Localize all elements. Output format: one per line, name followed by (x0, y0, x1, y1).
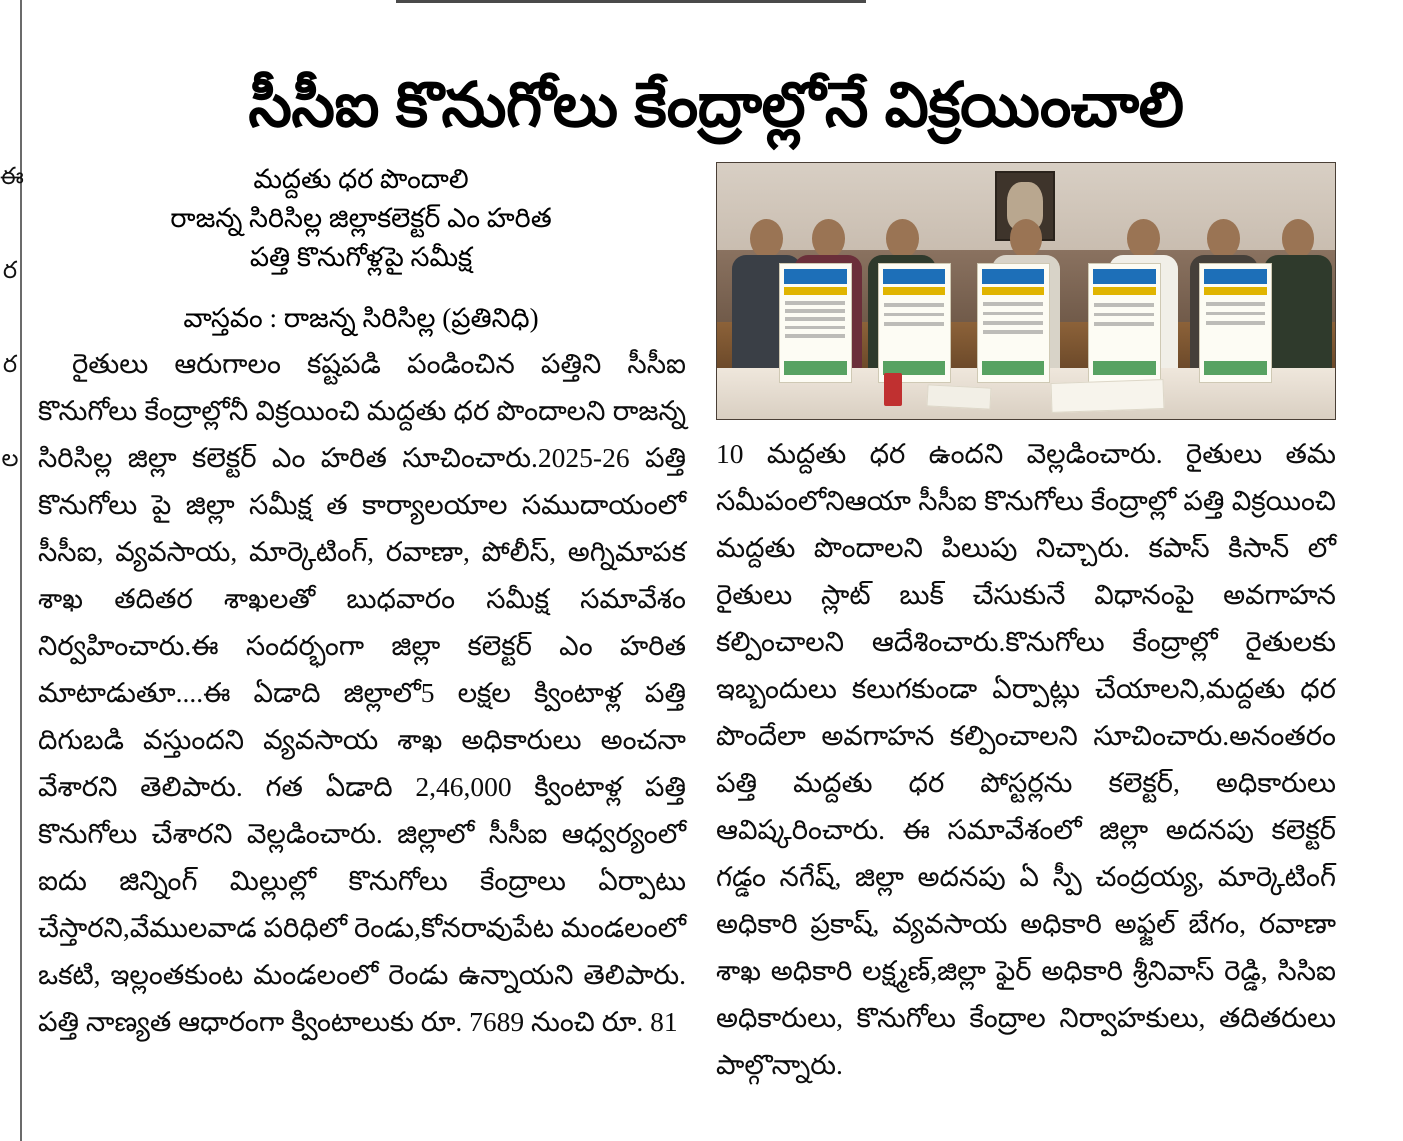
poster-text-row (983, 330, 1043, 334)
poster-footer-band (982, 361, 1045, 375)
desk-papers (927, 385, 992, 411)
subheadline-line: మద్దతు ధర పొందాలి (253, 164, 469, 194)
poster-text-row (785, 326, 845, 330)
article-column-right (716, 430, 1336, 1088)
poster-subband (1204, 287, 1267, 295)
person-head (886, 219, 919, 258)
person-head (1207, 219, 1240, 258)
body-text-right: 10 మద్దతు ధర ఉందని వెల్లడించారు. రైతులు తమ సమీపంలోనిఆయా సీసీఐ కొనుగోలు కేంద్రాల్లో పత్తి విక్రయించి మద్దతు పొందాలని పిలుపు నిచ్చారు. కపాస్ కిసాన్ లో రైతులు స్లాట్ బుక్ చేసుకునే విధానంపై అవగాహన కల్పించాలని ఆదేశించారు.కొనుగోలు కేంద్రాల్లో రైతులకు ఇబ్బందులు కలుగకుండా ఏర్పాట్లు చేయాలని,మద్దతు ధర పొందేలా అవగాహన కల్పించాలని సూచించారు.అనంతరం పత్తి మద్దతు ధర పోస్టర్లను కలెక్టర్, అధికారులు ఆవిష్కరించారు. ఈ సమావేశంలో జిల్లా అదనపు కలెక్టర్ గడ్డం నగేష్, జిల్లా అదనపు ఏ స్పీ చంద్రయ్య, మార్కెటింగ్ అధికారి ప్రకాష్, వ్యవసాయ అధికారి అఫ్జల్ బేగం, రవాణా శాఖ అధికారి లక్ష్మణ్,జిల్లా ఫైర్ అధికారి శ్రీనివాస్ రెడ్డి, సిసిఐ అధికారులు, కొనుగోలు కేంద్రాల నిర్వాహకులు, తదితరులు పాల్గొన్నారు. (716, 438, 1336, 1080)
poster-text-row (785, 309, 845, 313)
msp-poster (977, 263, 1050, 383)
page-title: సీసీఐ కొనుగోలు కేంద్రాల్లోనే విక్రయించాలి (248, 70, 1184, 140)
poster-text-row (1206, 302, 1266, 306)
person-body (1264, 255, 1332, 368)
poster-text-row (983, 302, 1043, 306)
poster-text-row (983, 321, 1043, 325)
poster-text-row (785, 334, 845, 338)
gutter-text-fragments (0, 130, 24, 506)
msp-poster (878, 263, 951, 383)
poster-header-band (784, 269, 847, 284)
person-head (1010, 219, 1043, 258)
person-head (812, 219, 845, 258)
poster-header-band (1204, 269, 1267, 284)
poster-footer-band (784, 361, 847, 375)
msp-poster (779, 263, 852, 383)
article-column-left (38, 340, 686, 1045)
gutter-fragment: ర (2, 352, 18, 378)
poster-subband (784, 287, 847, 295)
poster-header-band (1093, 269, 1156, 284)
gutter-fragment: ల (1, 446, 19, 472)
gutter-fragment: ర (2, 258, 18, 284)
subheadline-line: పత్తి కొనుగోళ్లపై సమీక్ష (249, 242, 473, 272)
poster-text-row (884, 322, 944, 326)
byline: వాస్తవం : రాజన్న సిరిసిల్ల (ప్రతినిధి) (183, 303, 539, 333)
person-head (750, 219, 783, 258)
poster-text-row (1206, 312, 1266, 316)
msp-poster (1199, 263, 1272, 383)
poster-text-row (1206, 321, 1266, 325)
poster-text-row (1094, 313, 1154, 317)
poster-subband (1093, 287, 1156, 295)
gutter-fragment: ఈ (0, 164, 24, 190)
subheadline-line: రాజన్న సిరిసిల్ల జిల్లాకలెక్టర్ ఎం హరిత (170, 203, 552, 233)
subheadline (36, 160, 686, 277)
article-page (26, 0, 1403, 1141)
poster-header-band (982, 269, 1045, 284)
poster-text-row (785, 301, 845, 305)
poster-text-row (1094, 322, 1154, 326)
poster-footer-band (1093, 361, 1156, 375)
top-divider-rule (396, 0, 866, 3)
desk-papers (1050, 379, 1164, 413)
poster-text-row (785, 317, 845, 321)
person-head (1282, 219, 1315, 258)
poster-text-row (884, 313, 944, 317)
poster-subband (883, 287, 946, 295)
poster-text-row (1094, 303, 1154, 307)
person-head (1127, 219, 1160, 258)
poster-text-row (884, 303, 944, 307)
poster-header-band (883, 269, 946, 284)
article-photo (716, 162, 1336, 420)
body-text-left: రైతులు ఆరుగాలం కష్టపడి పండించిన పత్తిని సీసీఐ కొనుగోలు కేంద్రాల్లోనీ విక్రయించి మద్దతు ధర పొందాలని రాజన్న సిరిసిల్ల జిల్లా కలెక్టర్ ఎం హరిత సూచించారు.2025-26 పత్తి కొనుగోలు పై జిల్లా సమీక్ష త కార్యాలయాల సముదాయంలో సీసీఐ, వ్యవసాయ, మార్కెటింగ్, రవాణా, పోలీస్, అగ్నిమాపక శాఖ తదితర శాఖలతో బుధవారం సమీక్ష సమావేశం నిర్వహించారు.ఈ సందర్భంగా జిల్లా కలెక్టర్ ఎం హరిత మాటాడుతూ....ఈ ఏడాది జిల్లాలో5 లక్షల క్వింటాళ్ల పత్తి దిగుబడి వస్తుందని వ్యవసాయ శాఖ అధికారులు అంచనా వేశారని తెలిపారు. గత ఏడాది 2,46,000 క్వింటాళ్ల పత్తి కొనుగోలు చేశారని వెల్లడించారు. జిల్లాలో సీసీఐ ఆధ్వర్యంలో ఐదు జిన్నింగ్ మిల్లుల్లో కొనుగోలు కేంద్రాలు ఏర్పాటు చేస్తారని,వేములవాడ పరిధిలో రెండు,కోనరావుపేట మండలంలో ఒకటి, ఇల్లంతకుంట మండలంలో రెండు ఉన్నాయని తెలిపారు. పత్తి నాణ్యత ఆధారంగా క్వింటాలుకు రూ. 7689 నుంచి రూ. 81 (38, 348, 686, 1037)
poster-footer-band (1204, 361, 1267, 375)
msp-poster (1088, 263, 1161, 383)
poster-subband (982, 287, 1045, 295)
desk-bottle (884, 373, 903, 406)
poster-text-row (983, 312, 1043, 316)
